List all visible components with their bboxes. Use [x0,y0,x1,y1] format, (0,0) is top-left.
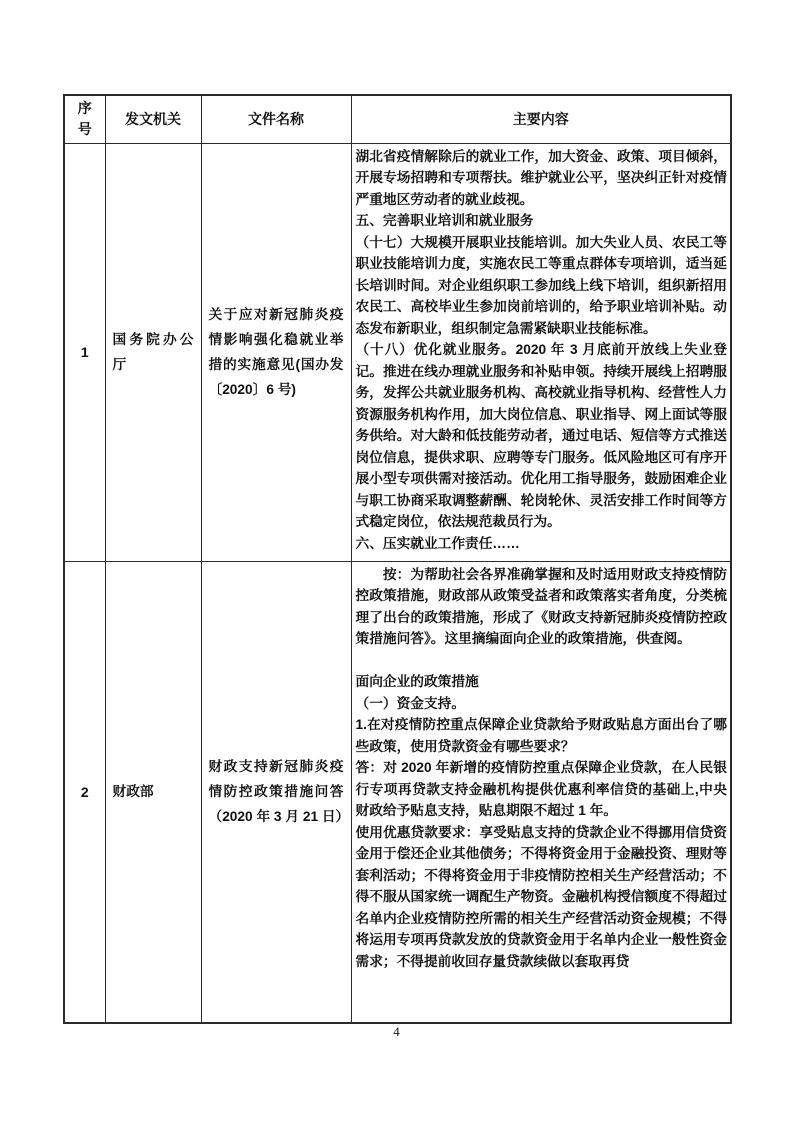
header-cell-index: 序号 [64,95,105,143]
content-paragraph: 面向企业的政策措施 [355,674,479,689]
agency-cell: 国务院办公厅 [105,143,201,561]
content-paragraphs [356,564,728,973]
docname-cell: 财政支持新冠肺炎疫情防控政策措施问答（2020 年 3 月 21 日） [201,561,351,1023]
content-paragraph: 答：对 2020 年新增的疫情防控重点保障企业贷款，在人民银行专项再贷款支持金融机构提供优惠利率信贷的基础上,中央财政给予贴息支持，贴息期限不超过 1 年。 [355,760,727,818]
content-paragraph: 五、完善职业培训和就业服务 [355,213,534,228]
content-paragraph: 1.在对疫情防控重点保障企业贷款给予财政贴息方面出台了哪些政策，使用贷款资金有哪些要求？ [355,717,727,754]
content-paragraph: 湖北省疫情解除后的就业工作，加大资金、政策、项目倾斜，开展专场招聘和专项帮扶。维护就业公平，坚决纠正针对疫情严重地区劳动者的就业歧视。 [355,148,727,207]
row-index-cell: 2 [64,561,105,1023]
content-paragraphs [356,146,728,555]
page-number: 4 [393,1024,400,1039]
row-index-cell: 1 [64,143,105,561]
table-row [64,143,731,561]
docname-cell: 关于应对新冠肺炎疫情影响强化稳就业举措的实施意见(国办发〔2020〕6 号) [201,143,351,561]
header-cell-docname: 文件名称 [201,95,351,143]
content-paragraph: （十七）大规模开展职业技能培训。加大失业人员、农民工等职业技能培训力度，实施农民工等重点群体专项培训，适当延长培训时间。对企业组织职工参加线上线下培训，组织新招用农民工、高校毕业生参加岗前培训的，给予职业培训补贴。动态发布新职业，组织制定急需紧缺职业技能标准。 [355,234,727,336]
header-cell-content: 主要内容 [351,95,731,143]
policy-table [63,94,732,1024]
content-paragraph: 六、压实就业工作责任…… [355,535,520,551]
content-paragraph: 使用优惠贷款要求：享受贴息支持的贷款企业不得挪用信贷资金用于偿还企业其他债务；不得将资金用于金融投资、理财等套利活动；不得将资金用于非疫情防控相关生产经营活动；不得不服从国家统一调配生产物资。金融机构授信额度不得超过名单内企业疫情防控所需的相关生产经营活动资金规模；不得将运用专项再贷款发放的贷款资金用于名单内企业一般性资金需求；不得提前收回存量贷款续做以套取再贷 [355,824,727,969]
table-row [64,561,731,1023]
content-paragraph: （十八）优化就业服务。2020 年 3 月底前开放线上失业登记。推进在线办理就业服务和补贴申领。持续开展线上招聘服务，发挥公共就业服务机构、高校就业指导机构、经营性人力资源服务机构作用，加大岗位信息、职业指导、网上面试等服务供给。对大龄和低技能劳动者，通过电话、短信等方式推送岗位信息，提供求职、应聘等专门服务。低风险地区可有序开展小型专项供需对接活动。优化用工指导服务，鼓励困难企业与职工协商采取调整薪酬、轮岗轮休、灵活安排工作时间等方式稳定岗位，依法规范裁员行为。 [355,342,727,529]
content-paragraph: （一）资金支持。 [355,695,466,711]
content-paragraph [356,650,728,672]
content-cell [351,143,731,561]
table-header-row [64,95,731,143]
agency-cell: 财政部 [105,561,201,1023]
content-paragraph: 按：为帮助社会各界准确掌握和及时适用财政支持疫情防控政策措施，财政部从政策受益者和政策落实者角度，分类梳理了出台的政策措施，形成了《财政支持新冠肺炎疫情防控政策措施问答》。这里摘编面向企业的政策措施，供查阅。 [355,566,727,646]
content-cell [351,561,731,1023]
header-cell-agency: 发文机关 [105,95,201,143]
